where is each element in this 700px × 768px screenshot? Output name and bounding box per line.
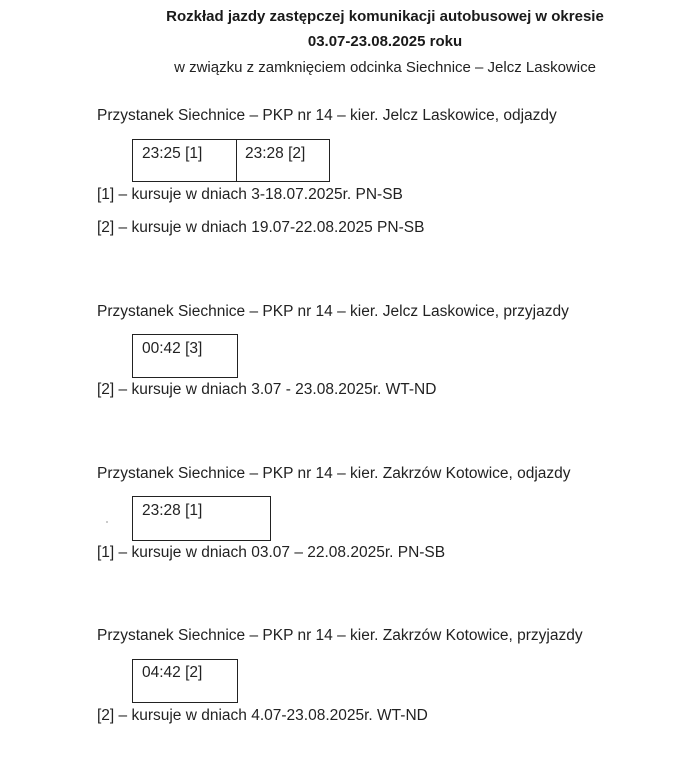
section-heading: Przystanek Siechnice – PKP nr 14 – kier. Zakrzów Kotowice, odjazdy — [97, 465, 571, 482]
footnote: [2] – kursuje w dniach 4.07-23.08.2025r. WT-ND — [97, 707, 428, 724]
arrival-time: 04:42 [2] — [142, 664, 203, 681]
footnote: [1] – kursuje w dniach 3-18.07.2025r. PN-SB — [97, 186, 403, 203]
section-heading: Przystanek Siechnice – PKP nr 14 – kier. Zakrzów Kotowice, przyjazdy — [97, 627, 583, 644]
departure-time: 23:28 [1] — [142, 502, 203, 519]
footnote: [2] – kursuje w dniach 19.07-22.08.2025 PN-SB — [97, 219, 425, 236]
section-heading: Przystanek Siechnice – PKP nr 14 – kier. Jelcz Laskowice, przyjazdy — [97, 303, 569, 320]
subtitle: w związku z zamknięciem odcinka Siechnice – Jelcz Laskowice — [174, 59, 596, 76]
arrival-time: 00:42 [3] — [142, 340, 203, 357]
cell-divider — [236, 139, 237, 181]
scan-speck — [106, 521, 108, 523]
footnote: [1] – kursuje w dniach 03.07 – 22.08.2025r. PN-SB — [97, 544, 446, 561]
title-line-2: 03.07-23.08.2025 roku — [307, 33, 463, 50]
title-line-1: Rozkład jazdy zastępczej komunikacji autobusowej w okresie — [166, 8, 604, 25]
footnote: [2] – kursuje w dniach 3.07 - 23.08.2025r. WT-ND — [97, 381, 437, 398]
departure-time: 23:25 [1] — [142, 145, 203, 162]
section-heading: Przystanek Siechnice – PKP nr 14 – kier. Jelcz Laskowice, odjazdy — [97, 107, 557, 124]
departure-time: 23:28 [2] — [245, 145, 306, 162]
